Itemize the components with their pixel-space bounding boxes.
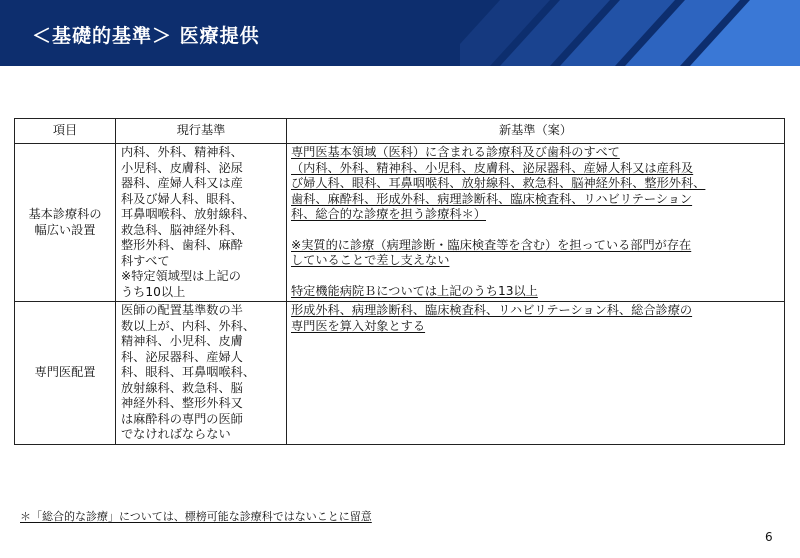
new-text-line: 歯科、麻酔科、形成外科、病理診断科、臨床検査科、リハビリテーション	[291, 191, 693, 206]
new-text-line: び婦人科、眼科、耳鼻咽喉科、放射線科、救急科、脳神経外科、整形外科、	[291, 176, 706, 190]
table-header-row	[15, 119, 785, 144]
current-text-line: 科、泌尿器科、産婦人	[121, 349, 243, 364]
current-text-line: 科すべて	[121, 253, 170, 268]
current-text-line: 科、眼科、耳鼻咽喉科、	[121, 365, 256, 379]
table-row	[15, 302, 785, 445]
current-text-line: 数以上が、内科、外科、	[121, 318, 256, 333]
new-text-line: 形成外科、病理診断科、臨床検査科、リハビリテーション科、総合診療の	[291, 303, 693, 317]
current-standard-cell	[116, 302, 287, 445]
current-text-line: 耳鼻咽喉科、放射線科、	[121, 207, 256, 221]
row-item-cell	[15, 144, 116, 302]
row-item-cell	[15, 302, 116, 445]
column-header-item: 項目	[15, 119, 116, 144]
row-item-label-line: 基本診療科の	[28, 207, 102, 221]
new-note-line: ※実質的に診療（病理診断・臨床検査等を含む）を担っている部門が存在	[291, 237, 692, 252]
new-text-line: 専門医を算入対象とする	[291, 318, 426, 333]
current-text-line: 整形外科、歯科、麻酔	[121, 238, 243, 252]
row-item-label-line: 幅広い設置	[34, 222, 96, 237]
current-text-line: 精神科、小児科、皮膚	[121, 334, 243, 348]
page-number: 6	[765, 530, 773, 544]
current-standard-cell	[116, 144, 287, 302]
new-special-line: 特定機能病院Ｂについては上記のうち13以上	[291, 283, 538, 298]
current-text-line: 科及び婦人科、眼科、	[121, 191, 243, 206]
new-text-line: （内科、外科、精神科、小児科、皮膚科、泌尿器科、産婦人科又は産科及	[291, 160, 694, 175]
header-banner	[0, 0, 800, 66]
new-standard-cell	[287, 302, 785, 445]
decorative-stripes	[460, 0, 800, 66]
new-text-line: 科、総合的な診療を担う診療科＊）	[291, 207, 486, 221]
current-text-line: うち10以上	[121, 284, 186, 299]
current-text-line: 神経外科、整形外科又	[121, 396, 243, 410]
column-header-new: 新基準（案）	[287, 119, 785, 144]
table-row	[15, 144, 785, 302]
current-text-line: ※特定領域型は上記の	[121, 269, 241, 283]
current-text-line: は麻酔科の専門の医師	[121, 411, 243, 426]
column-header-current: 現行基準	[116, 119, 287, 144]
new-note-line: していることで差し支えない	[291, 253, 450, 267]
current-text-line: 医師の配置基準数の半	[121, 303, 243, 317]
row-item-label-line: 専門医配置	[34, 365, 96, 379]
current-text-line: 器科、産婦人科又は産	[121, 176, 243, 190]
new-standard-cell	[287, 144, 785, 302]
standards-table	[14, 118, 785, 445]
current-text-line: でなければならない	[121, 427, 231, 441]
current-text-line: 内科、外科、精神科、	[121, 145, 243, 159]
footnote: ＊「総合的な診療」については、標榜可能な診療科ではないことに留意	[20, 510, 372, 523]
page-title: ＜基礎的基準＞ 医療提供	[32, 25, 260, 47]
current-text-line: 救急科、脳神経外科、	[121, 222, 243, 237]
new-text-line: 専門医基本領域（医科）に含まれる診療科及び歯科のすべて	[291, 145, 620, 159]
current-text-line: 小児科、皮膚科、泌尿	[121, 160, 243, 175]
current-text-line: 放射線科、救急科、脳	[121, 380, 243, 395]
